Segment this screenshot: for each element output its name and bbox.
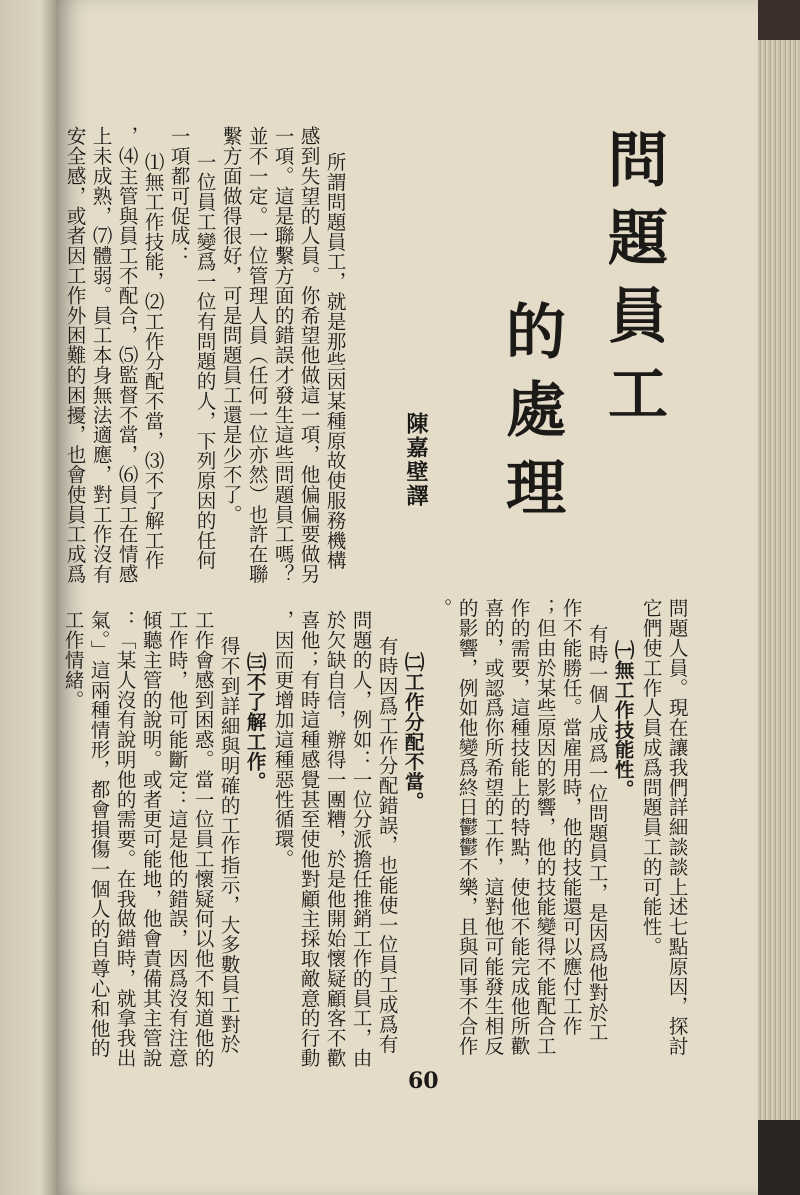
book-page [58,0,758,1195]
intro-column: 一項都可促成： [167,126,191,266]
intro-column: ，⑷主管與員工不配合，⑸監督不當，⑹員工在情感 [115,126,139,584]
lower-column: ；但由於某些原因的影響，他的技能變得不能配合工 [533,598,557,1056]
lower-column: 工作會感到困惑。當一位員工懷疑何以他不知道他的 [191,610,215,1068]
lower-column: 。 [429,598,453,618]
section-heading-3: ㈢不了解工作。 [243,652,267,792]
section-heading-1: ㈠無工作技能性。 [611,640,635,800]
lower-column: 作的需要，這種技能上的特點，使他不能完成他所歡 [507,598,531,1056]
article-author: 陳嘉壁譯 [403,412,428,508]
lower-column: ：「某人沒有說明他的需要。在我做錯時，就拿我出 [113,610,137,1068]
intro-column: 安全感，或者因工作外困難的困擾，也會使員工成爲 [63,126,87,584]
lower-column: 問題的人，例如：一位分派擔任推銷工作的員工，由 [349,610,373,1068]
intro-column: 感到失望的人員。你希望他做這一項，他偏偏要做另 [297,126,321,584]
lower-column: 工作時，他可能斷定：這是他的錯誤，因爲沒有注意 [165,610,189,1068]
article-title-line-1: 問題員工 [598,128,668,440]
lower-column: 喜他；有時這種感覺甚至使他對顧主採取敵意的行動 [297,610,321,1068]
lower-column: 它們使工作人員成爲問題員工的可能性。 [639,598,663,957]
lower-column: 有時一個人成爲一位問題員工，是因爲他對於工 [585,624,609,1042]
intro-column: 上未成熟，⑺體弱。員工本身無法適應，對工作沒有 [89,126,113,584]
intro-column: ⑴無工作技能，⑵工作分配不當，⑶不了解工作 [141,152,165,570]
intro-column: 所謂問題員工，就是那些因某種原故使服務機構 [323,152,347,570]
intro-column: 繫方面做得很好，可是問題員工還是少不了。 [219,126,243,524]
article-title-line-2: 的處理 [496,300,566,534]
page-edges [758,40,800,1120]
binding-top [758,0,800,40]
lower-column: 工作情緒。 [61,610,85,710]
lower-column: 作不能勝任。當雇用時，他的技能還可以應付工作 [559,598,583,1036]
lower-column: 氣。」這兩種情形，都會損傷一個人的自尊心和他的 [87,610,111,1058]
intro-column: 並不一定。一位管理人員（任何一位亦然）也許在聯 [245,126,269,584]
lower-column: 傾聽主管的說明。或者更可能地，他會責備其主管說 [139,610,163,1068]
lower-column: 於欠缺自信，辦得一團糟，於是他開始懷疑顧客不歡 [323,610,347,1068]
lower-column: 得不到詳細與明確的工作指示，大多數員工對於 [217,636,241,1054]
facing-page-edge [0,0,58,1195]
lower-column: ，因而更增加這種惡性循環。 [271,610,295,869]
intro-column: 一位員工變爲一位有問題的人，下列原因的任何 [193,152,217,570]
page-number: 60 [408,1068,439,1094]
lower-column: 的影響，例如他變爲終日鬱鬱不樂，且與同事不合作 [455,598,479,1056]
intro-column: 一項。這是聯繫方面的錯誤才發生這些問題員工嗎？ [271,126,295,584]
lower-column: 有時因爲工作分配錯誤，也能使一位員工成爲有 [375,636,399,1054]
section-heading-2: ㈡工作分配不當。 [401,652,425,812]
lower-column: 問題人員。現在讓我們詳細談談上述七點原因，探討 [665,598,689,1056]
lower-column: 喜的，或認爲你所希望的工作，這對他可能發生相反 [481,598,505,1056]
